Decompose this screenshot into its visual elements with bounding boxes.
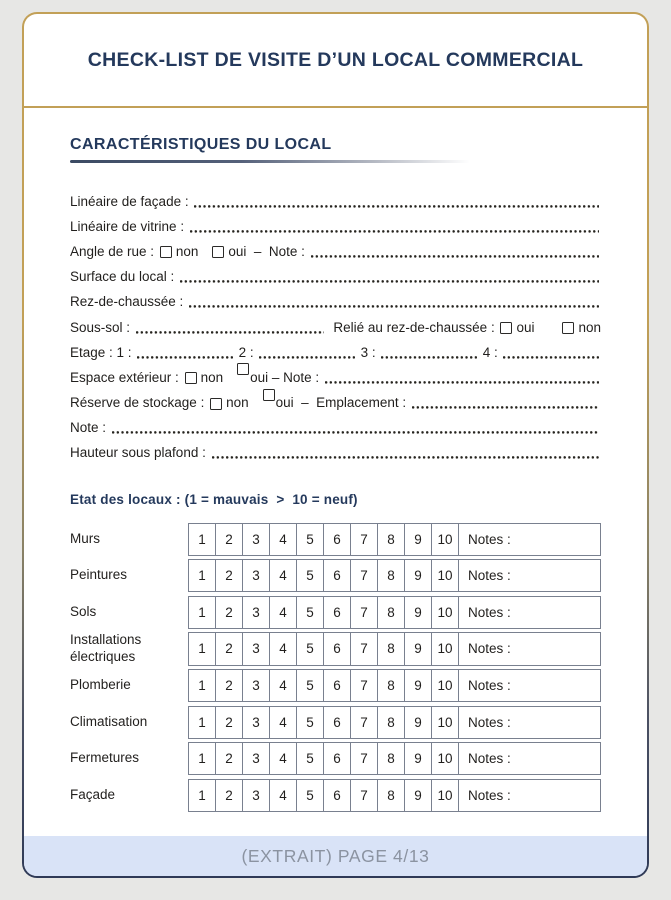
rating-cell-3[interactable]: 3 — [243, 670, 270, 701]
dotted-answer-line — [381, 345, 477, 360]
rating-cell-8[interactable]: 8 — [378, 633, 405, 665]
checkbox-oui[interactable] — [212, 246, 224, 258]
form-row — [70, 365, 601, 390]
rating-cell-2[interactable]: 2 — [216, 707, 243, 738]
checkbox-non[interactable] — [160, 246, 172, 258]
footer-band — [24, 836, 647, 876]
rating-cell-9[interactable]: 9 — [405, 743, 432, 774]
rating-row — [70, 669, 601, 702]
form-row — [70, 214, 601, 239]
rating-row — [70, 596, 601, 629]
checkbox-label: oui — [250, 369, 269, 385]
rating-cell-1[interactable]: 1 — [189, 524, 216, 555]
dotted-answer-line — [412, 395, 599, 410]
rating-grid — [188, 779, 601, 812]
rating-cell-1[interactable]: 1 — [189, 780, 216, 811]
rating-notes-cell[interactable]: Notes : — [468, 604, 511, 620]
rating-row-label: Fermetures — [70, 750, 140, 766]
rating-cell-6[interactable]: 6 — [324, 707, 351, 738]
checkbox-label: non — [578, 319, 601, 335]
dotted-answer-line — [325, 370, 599, 385]
field-label: 3 : — [356, 344, 380, 360]
rating-cell-4[interactable]: 4 — [270, 597, 297, 628]
spacer — [534, 327, 560, 328]
form-rows — [70, 189, 601, 466]
rating-row — [70, 742, 601, 775]
form-row — [70, 415, 601, 440]
rating-row — [70, 559, 601, 592]
rating-cell-9[interactable]: 9 — [405, 560, 432, 591]
rating-cell-7[interactable]: 7 — [351, 670, 378, 701]
rating-grid — [188, 669, 601, 702]
rating-row-label: Peintures — [70, 567, 128, 583]
field-label: Réserve de stockage : — [70, 395, 209, 411]
rating-cell-6[interactable]: 6 — [324, 780, 351, 811]
spacer — [249, 402, 257, 403]
rating-cell-3[interactable]: 3 — [243, 780, 270, 811]
rating-notes-cell[interactable]: Notes : — [468, 714, 511, 730]
rating-cell-3[interactable]: 3 — [243, 524, 270, 555]
rating-cell-8[interactable]: 8 — [378, 524, 405, 555]
checkbox-label: oui — [275, 395, 294, 411]
field-label: Espace extérieur : — [70, 369, 183, 385]
rating-cell-8[interactable]: 8 — [378, 560, 405, 591]
rating-cell-7[interactable]: 7 — [351, 560, 378, 591]
field-label: – Note : — [246, 243, 309, 259]
field-label: Surface du local : — [70, 269, 179, 285]
rating-cell-7[interactable]: 7 — [351, 524, 378, 555]
rating-notes-cell[interactable]: Notes : — [468, 531, 511, 547]
document-card-border — [22, 12, 649, 878]
rating-cell-4[interactable]: 4 — [270, 633, 297, 665]
form-row — [70, 239, 601, 264]
rating-grid — [188, 632, 601, 666]
rating-cell-9[interactable]: 9 — [405, 597, 432, 628]
rating-cell-5[interactable]: 5 — [297, 633, 324, 665]
rating-row-label: Murs — [70, 530, 100, 546]
rating-grid — [188, 742, 601, 775]
rating-row-label: Plomberie — [70, 677, 131, 693]
dotted-answer-line — [190, 219, 599, 234]
checkbox-oui[interactable] — [237, 363, 249, 375]
rating-notes-cell[interactable]: Notes : — [468, 787, 511, 803]
field-label: Etage : 1 : — [70, 344, 136, 360]
rating-cell-6[interactable]: 6 — [324, 670, 351, 701]
rating-cell-2[interactable]: 2 — [216, 780, 243, 811]
rating-cell-10[interactable]: 10 — [432, 743, 459, 774]
form-row — [70, 340, 601, 365]
rating-cell-3[interactable]: 3 — [243, 743, 270, 774]
field-label: 4 : — [478, 344, 502, 360]
rating-cell-5[interactable]: 5 — [297, 560, 324, 591]
form-row — [70, 189, 601, 214]
rating-cell-2[interactable]: 2 — [216, 670, 243, 701]
rating-cell-9[interactable]: 9 — [405, 670, 432, 701]
dotted-answer-line — [112, 420, 599, 435]
rating-cell-7[interactable]: 7 — [351, 633, 378, 665]
rating-cell-2[interactable]: 2 — [216, 743, 243, 774]
rating-cell-10[interactable]: 10 — [432, 707, 459, 738]
dotted-answer-line — [503, 345, 599, 360]
rating-notes-cell[interactable]: Notes : — [468, 751, 511, 767]
rating-grid — [188, 596, 601, 629]
rating-cell-2[interactable]: 2 — [216, 560, 243, 591]
checkbox-label: oui — [516, 319, 535, 335]
section-heading-underline — [70, 160, 478, 163]
rating-cell-4[interactable]: 4 — [270, 560, 297, 591]
rating-cell-2[interactable]: 2 — [216, 524, 243, 555]
form-row — [70, 264, 601, 289]
field-label: 2 : — [234, 344, 258, 360]
rating-cell-5[interactable]: 5 — [297, 743, 324, 774]
checkbox-non[interactable] — [562, 322, 574, 334]
rating-cell-6[interactable]: 6 — [324, 524, 351, 555]
rating-cell-4[interactable]: 4 — [270, 670, 297, 701]
form-row — [70, 289, 601, 314]
rating-row — [70, 632, 601, 666]
spacer — [223, 377, 231, 378]
rating-cell-6[interactable]: 6 — [324, 597, 351, 628]
title-block — [24, 14, 647, 108]
rating-cell-7[interactable]: 7 — [351, 780, 378, 811]
rating-cell-10[interactable]: 10 — [432, 780, 459, 811]
rating-cell-7[interactable]: 7 — [351, 597, 378, 628]
rating-cell-1[interactable]: 1 — [189, 597, 216, 628]
form-row — [70, 440, 601, 465]
field-label: Hauteur sous plafond : — [70, 445, 210, 461]
rating-cell-5[interactable]: 5 — [297, 707, 324, 738]
rating-cell-1[interactable]: 1 — [189, 670, 216, 701]
rating-cell-1[interactable]: 1 — [189, 560, 216, 591]
rating-cell-8[interactable]: 8 — [378, 743, 405, 774]
rating-cell-8[interactable]: 8 — [378, 597, 405, 628]
ratings-heading: Etat des locaux : (1 = mauvais > 10 = neuf) — [70, 491, 358, 507]
rating-cell-4[interactable]: 4 — [270, 707, 297, 738]
section-heading: CARACTÉRISTIQUES DU LOCAL — [70, 136, 332, 153]
rating-cell-6[interactable]: 6 — [324, 560, 351, 591]
rating-cell-5[interactable]: 5 — [297, 670, 324, 701]
field-label: Sous-sol : — [70, 319, 134, 335]
field-label: Relié au rez-de-chaussée : — [325, 319, 499, 335]
rating-grid — [188, 706, 601, 739]
rating-row — [70, 706, 601, 739]
rating-cell-10[interactable]: 10 — [432, 597, 459, 628]
field-label: Note : — [70, 420, 110, 436]
rating-cell-8[interactable]: 8 — [378, 670, 405, 701]
dotted-answer-line — [212, 445, 599, 460]
dotted-answer-line — [189, 294, 599, 309]
checkbox-non[interactable] — [185, 372, 197, 384]
rating-cell-4[interactable]: 4 — [270, 743, 297, 774]
form-row — [70, 314, 601, 339]
checkbox-label: non — [226, 395, 249, 411]
page-indicator: (EXTRAIT) PAGE 4/13 — [241, 845, 430, 866]
rating-cell-1[interactable]: 1 — [189, 707, 216, 738]
checkbox-label: non — [200, 369, 224, 385]
rating-notes-cell[interactable]: Notes : — [468, 641, 511, 657]
rating-notes-cell[interactable]: Notes : — [468, 568, 511, 584]
rating-cell-6[interactable]: 6 — [324, 633, 351, 665]
rating-cell-5[interactable]: 5 — [297, 780, 324, 811]
dotted-answer-line — [194, 194, 599, 209]
rating-row — [70, 779, 601, 812]
rating-cell-6[interactable]: 6 — [324, 743, 351, 774]
rating-cell-7[interactable]: 7 — [351, 743, 378, 774]
spacer — [198, 251, 210, 252]
dotted-answer-line — [259, 345, 355, 360]
dotted-answer-line — [180, 269, 599, 284]
rating-cell-10[interactable]: 10 — [432, 560, 459, 591]
rating-cell-2[interactable]: 2 — [216, 633, 243, 665]
rating-cell-7[interactable]: 7 — [351, 707, 378, 738]
field-label: Angle de rue : — [70, 243, 158, 259]
checkbox-non[interactable] — [210, 398, 222, 410]
rating-cell-3[interactable]: 3 — [243, 707, 270, 738]
document-card — [24, 14, 647, 876]
rating-cell-5[interactable]: 5 — [297, 597, 324, 628]
rating-row-label: Installations électriques — [70, 632, 142, 664]
field-label: Linéaire de façade : — [70, 193, 193, 209]
document-content — [24, 108, 647, 836]
rating-grid — [188, 559, 601, 592]
rating-cell-5[interactable]: 5 — [297, 524, 324, 555]
form-row — [70, 390, 601, 415]
checkbox-label: non — [175, 243, 199, 259]
page-title: CHECK-LIST DE VISITE D’UN LOCAL COMMERCIAL — [87, 48, 584, 71]
rating-cell-4[interactable]: 4 — [270, 524, 297, 555]
rating-cell-9[interactable]: 9 — [405, 780, 432, 811]
dotted-answer-line — [136, 320, 324, 335]
field-label: – Note : — [268, 369, 323, 385]
rating-grid — [188, 523, 601, 556]
rating-cell-8[interactable]: 8 — [378, 707, 405, 738]
rating-cell-1[interactable]: 1 — [189, 743, 216, 774]
rating-row-label: Façade — [70, 786, 116, 802]
rating-cell-3[interactable]: 3 — [243, 633, 270, 665]
dotted-answer-line — [311, 244, 599, 259]
field-label: Rez-de-chaussée : — [70, 294, 188, 310]
rating-row-label: Climatisation — [70, 713, 148, 729]
rating-cell-9[interactable]: 9 — [405, 707, 432, 738]
rating-cell-8[interactable]: 8 — [378, 780, 405, 811]
rating-notes-cell[interactable]: Notes : — [468, 678, 511, 694]
rating-row-label: Sols — [70, 603, 97, 619]
rating-cell-9[interactable]: 9 — [405, 524, 432, 555]
checkbox-label: oui — [228, 243, 247, 259]
rating-cell-10[interactable]: 10 — [432, 524, 459, 555]
dotted-answer-line — [137, 345, 233, 360]
field-label: Linéaire de vitrine : — [70, 218, 188, 234]
rating-cell-3[interactable]: 3 — [243, 597, 270, 628]
rating-cell-2[interactable]: 2 — [216, 597, 243, 628]
rating-row — [70, 523, 601, 556]
rating-cell-3[interactable]: 3 — [243, 560, 270, 591]
checkbox-oui[interactable] — [263, 389, 275, 401]
field-label: – Emplacement : — [293, 395, 410, 411]
rating-cell-9[interactable]: 9 — [405, 633, 432, 665]
ratings-table — [70, 523, 601, 816]
rating-cell-4[interactable]: 4 — [270, 780, 297, 811]
rating-cell-1[interactable]: 1 — [189, 633, 216, 665]
rating-cell-10[interactable]: 10 — [432, 670, 459, 701]
rating-cell-10[interactable]: 10 — [432, 633, 459, 665]
checkbox-oui[interactable] — [500, 322, 512, 334]
